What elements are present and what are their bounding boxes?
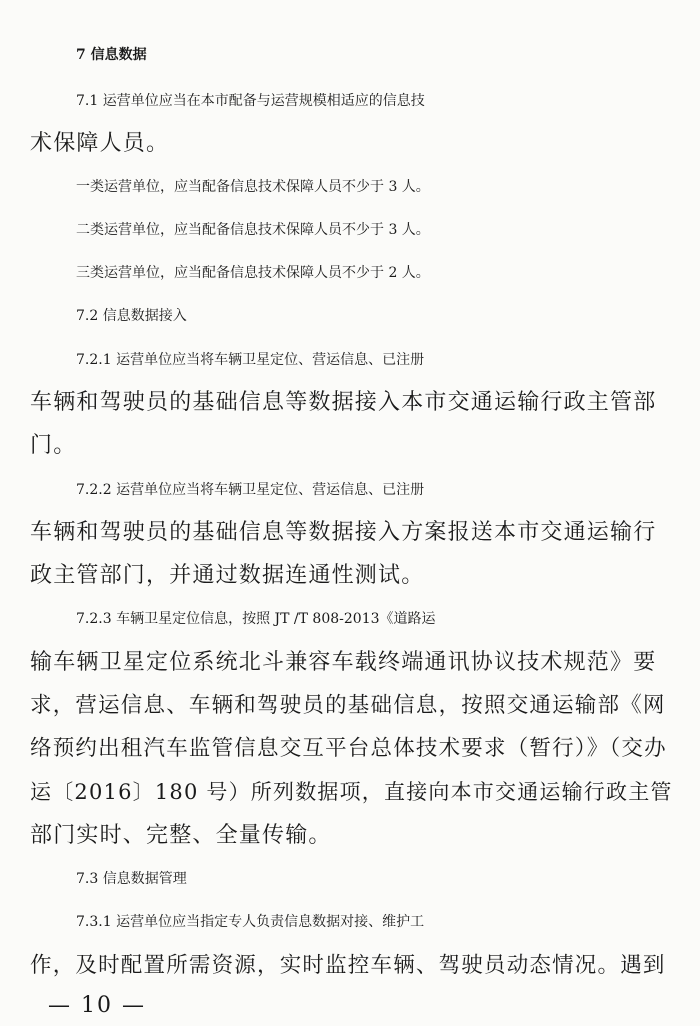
class-three-requirement: 三类运营单位，应当配备信息技术保障人员不少于 2 人。: [76, 265, 430, 281]
paragraph-7-2-3-line-3: 求，营运信息、车辆和驾驶员的基础信息，按照交通运输部《网: [30, 693, 666, 718]
paragraph-7-2-1-line-1: 7.2.1 运营单位应当将车辆卫星定位、营运信息、已注册: [76, 352, 425, 368]
paragraph-7-3-1-line-2: 作，及时配置所需资源，实时监控车辆、驾驶员动态情况。遇到: [30, 953, 666, 978]
paragraph-7-2-3-line-4: 络预约出租汽车监管信息交互平台总体技术要求（暂行）》（交办: [30, 736, 667, 761]
section-heading-7: 7 信息数据: [76, 47, 147, 63]
class-two-requirement: 二类运营单位，应当配备信息技术保障人员不少于 3 人。: [76, 222, 430, 238]
paragraph-7-2-3-line-6: 部门实时、完整、全量传输。: [30, 823, 332, 848]
paragraph-7-2-2-line-2: 车辆和驾驶员的基础信息等数据接入方案报送本市交通运输行: [30, 520, 657, 545]
paragraph-7-3-1-line-1: 7.3.1 运营单位应当指定专人负责信息数据对接、维护工: [76, 914, 425, 930]
paragraph-7-2-1-line-3: 门。: [30, 433, 77, 458]
paragraph-7-1-line-1: 7.1 运营单位应当在本市配备与运营规模相适应的信息技: [76, 93, 425, 109]
section-heading-7-2: 7.2 信息数据接入: [76, 308, 187, 324]
paragraph-7-2-3-line-5: 运〔2016〕180 号）所列数据项，直接向本市交通运输行政主管: [30, 780, 673, 804]
paragraph-7-1-line-2: 术保障人员。: [30, 131, 170, 156]
class-one-requirement: 一类运营单位，应当配备信息技术保障人员不少于 3 人。: [76, 179, 430, 195]
paragraph-7-2-3-line-1: 7.2.3 车辆卫星定位信息，按照 JT /T 808-2013《道路运: [76, 611, 436, 627]
paragraph-7-2-1-line-2: 车辆和驾驶员的基础信息等数据接入本市交通运输行政主管部: [30, 390, 657, 415]
paragraph-7-2-2-line-1: 7.2.2 运营单位应当将车辆卫星定位、营运信息、已注册: [76, 482, 425, 498]
paragraph-7-2-3-line-2: 输车辆卫星定位系统北斗兼容车载终端通讯协议技术规范》要: [30, 650, 657, 675]
page-number: — 10 —: [48, 993, 146, 1018]
paragraph-7-2-2-line-3: 政主管部门，并通过数据连通性测试。: [30, 563, 425, 588]
section-heading-7-3: 7.3 信息数据管理: [76, 871, 187, 887]
